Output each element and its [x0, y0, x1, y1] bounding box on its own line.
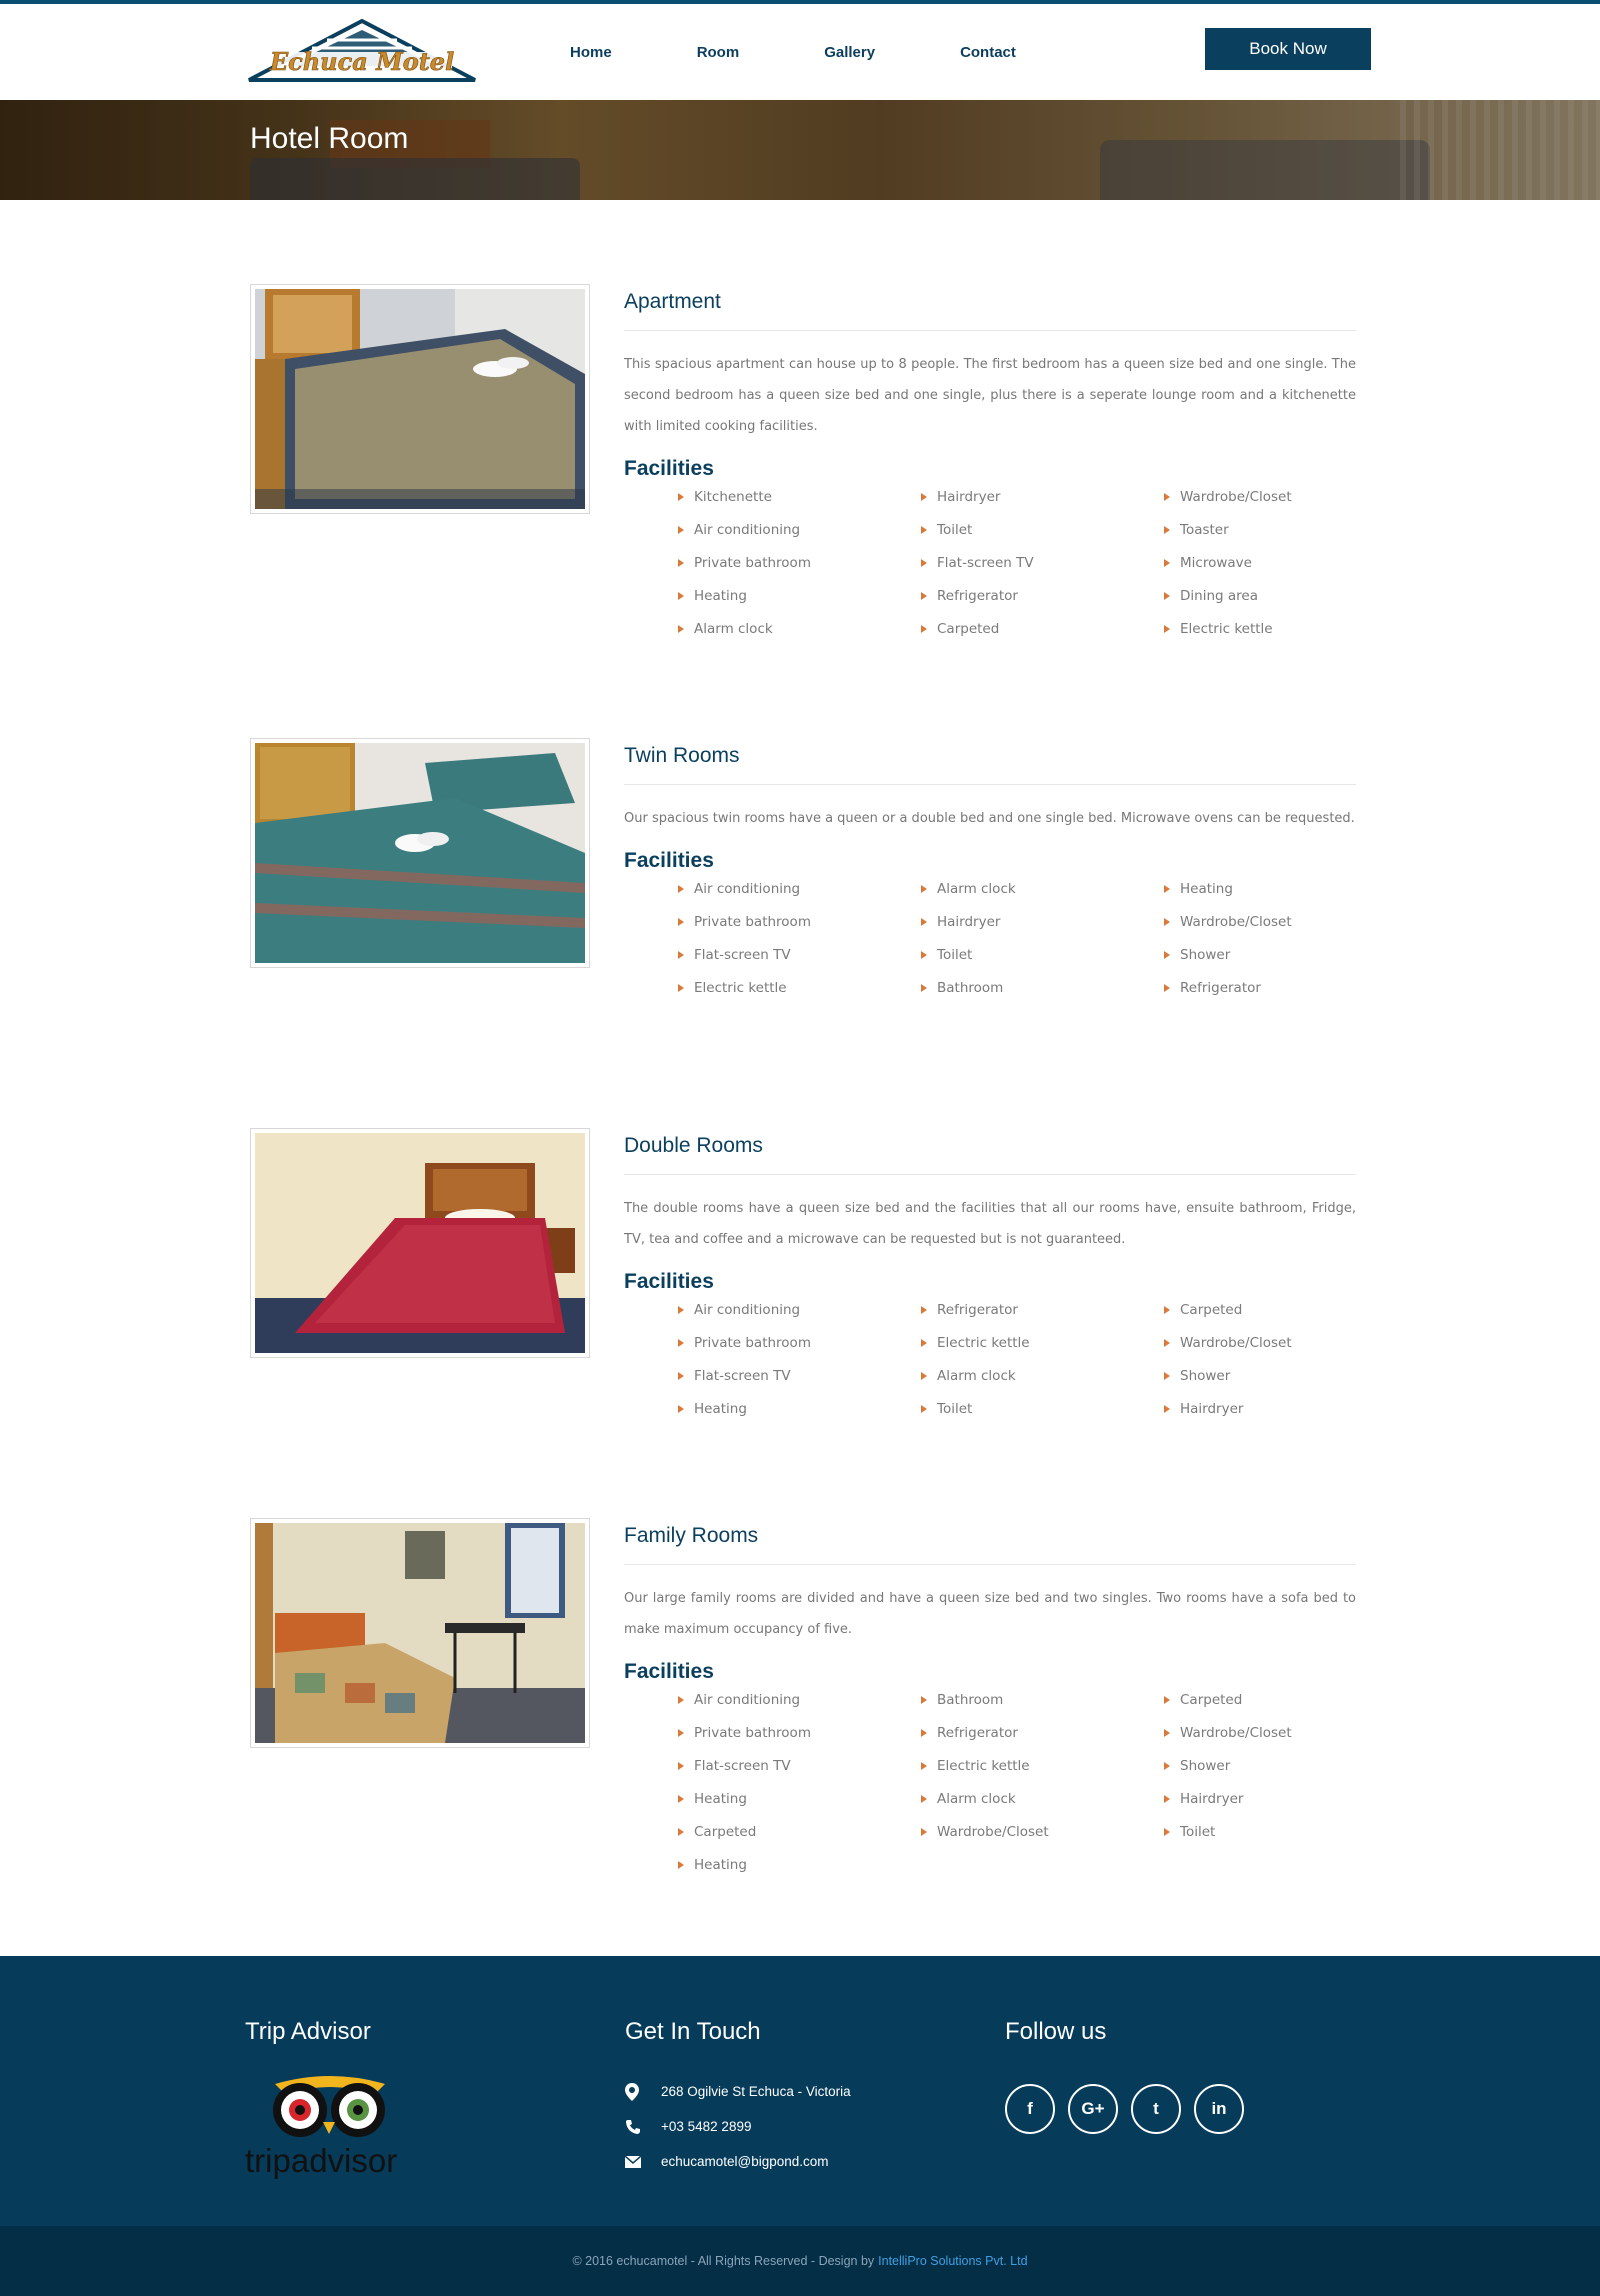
facilities-list [678, 485, 1356, 650]
facility-item: Air conditioning [678, 877, 921, 910]
facility-item: Wardrobe/Closet [1164, 485, 1364, 518]
tripadvisor-heading: Trip Advisor [245, 2018, 371, 2045]
facility-item: Toilet [921, 943, 1164, 976]
book-now-button[interactable]: Book Now [1205, 28, 1371, 70]
facility-item: Air conditioning [678, 518, 921, 551]
room-title: Double Rooms [624, 1128, 1356, 1175]
facility-item: Flat-screen TV [678, 1364, 921, 1397]
page-title: Hotel Room [250, 122, 409, 155]
facility-item: Toilet [921, 1397, 1164, 1430]
facility-item: Carpeted [1164, 1688, 1364, 1721]
facility-item: Dining area [1164, 584, 1364, 617]
room-description: Our spacious twin rooms have a queen or a double bed and one single bed. Microwave ovens can be requested. [624, 811, 1355, 826]
nav-room[interactable]: Room [696, 43, 740, 61]
envelope-icon [625, 2152, 649, 2172]
room-details [624, 738, 1356, 1009]
facility-item: Alarm clock [678, 617, 921, 650]
facility-item: Air conditioning [678, 1688, 921, 1721]
nav-contact[interactable]: Contact [960, 43, 1016, 61]
facility-item: Microwave [1164, 551, 1364, 584]
facility-item: Flat-screen TV [921, 551, 1164, 584]
facility-item: Shower [1164, 943, 1364, 976]
room-details [624, 1518, 1356, 1886]
facility-item: Hairdryer [921, 910, 1164, 943]
facilities-list [678, 1688, 1356, 1886]
facility-item: Bathroom [921, 976, 1164, 1009]
facilities-list [678, 877, 1356, 1009]
contact-address [625, 2074, 851, 2109]
facility-item: Refrigerator [921, 1721, 1164, 1754]
room-title: Twin Rooms [624, 738, 1356, 785]
facility-item: Private bathroom [678, 910, 921, 943]
facility-item: Refrigerator [921, 584, 1164, 617]
facility-item: Toaster [1164, 518, 1364, 551]
facility-item: Wardrobe/Closet [1164, 1721, 1364, 1754]
copyright-text: © 2016 echucamotel - All Rights Reserved - Design by [572, 2254, 875, 2268]
google-plus-icon[interactable]: G+ [1068, 2084, 1118, 2134]
facility-item: Alarm clock [921, 1364, 1164, 1397]
phone-icon [625, 2117, 649, 2137]
facility-item: Heating [678, 1397, 921, 1430]
rooms-list [0, 200, 1600, 1956]
site-header [0, 4, 1600, 100]
facility-item: Heating [678, 584, 921, 617]
room-title: Family Rooms [624, 1518, 1356, 1565]
facility-item: Wardrobe/Closet [1164, 1331, 1364, 1364]
contact-list [625, 2074, 851, 2179]
facilities-heading: Facilities [624, 1660, 714, 1683]
facility-item: Refrigerator [1164, 976, 1364, 1009]
facilities-heading: Facilities [624, 457, 714, 480]
room-twin [250, 738, 1356, 1128]
facility-item: Alarm clock [921, 1787, 1164, 1820]
tripadvisor-wordmark: tripadvisor [245, 2142, 398, 2179]
social-links [1005, 2084, 1257, 2134]
banner-overlay [0, 100, 1600, 200]
site-footer [0, 1956, 1600, 2226]
nav-gallery[interactable]: Gallery [824, 43, 876, 61]
twitter-icon[interactable]: t [1131, 2084, 1181, 2134]
logo-text: Echuca Motel [269, 47, 455, 76]
facility-item: Hairdryer [1164, 1397, 1364, 1430]
facility-item: Hairdryer [1164, 1787, 1364, 1820]
tripadvisor-logo[interactable] [245, 2072, 425, 2182]
facility-item: Electric kettle [1164, 617, 1364, 650]
facility-item: Wardrobe/Closet [921, 1820, 1164, 1853]
facility-item: Refrigerator [921, 1298, 1164, 1331]
facility-item: Flat-screen TV [678, 1754, 921, 1787]
facility-item: Shower [1164, 1364, 1364, 1397]
facility-item: Electric kettle [678, 976, 921, 1009]
facilities-list [678, 1298, 1356, 1430]
facility-item: Wardrobe/Closet [1164, 910, 1364, 943]
room-title: Apartment [624, 284, 1356, 331]
room-family [250, 1518, 1356, 1956]
facility-item: Carpeted [921, 617, 1164, 650]
facility-item: Toilet [921, 518, 1164, 551]
facebook-icon[interactable]: f [1005, 2084, 1055, 2134]
facility-item: Private bathroom [678, 551, 921, 584]
facility-item: Heating [678, 1853, 921, 1886]
contact-heading: Get In Touch [625, 2018, 761, 2045]
room-photo-family[interactable] [250, 1518, 590, 1748]
facility-item: Heating [1164, 877, 1364, 910]
main-nav [570, 4, 1101, 100]
email-text[interactable]: echucamotel@bigpond.com [661, 2154, 829, 2169]
room-apartment [250, 284, 1356, 738]
facility-item: Kitchenette [678, 485, 921, 518]
room-photo-apartment[interactable] [250, 284, 590, 514]
facility-item: Flat-screen TV [678, 943, 921, 976]
facilities-heading: Facilities [624, 849, 714, 872]
room-photo-twin[interactable] [250, 738, 590, 968]
facility-item: Hairdryer [921, 485, 1164, 518]
facility-item: Heating [678, 1787, 921, 1820]
facility-item: Carpeted [678, 1820, 921, 1853]
footer-tripadvisor [245, 2018, 425, 2182]
copyright-bar [0, 2226, 1600, 2296]
facility-item: Air conditioning [678, 1298, 921, 1331]
room-description: This spacious apartment can house up to 8 people. The first bedroom has a queen size bed and one single. The second bedroom has a queen size bed and one single, plus there is a seperate lounge room and a kitchenette with limited cooking facilities. [624, 357, 1356, 434]
facility-item: Electric kettle [921, 1754, 1164, 1787]
follow-heading: Follow us [1005, 2018, 1107, 2045]
room-details [624, 284, 1356, 650]
room-description: The double rooms have a queen size bed and the facilities that all our rooms have, ensuite bathroom, Fridge, TV, tea and coffee and a microwave can be requested but is not guaranteed. [624, 1201, 1356, 1247]
nav-home[interactable]: Home [570, 43, 612, 61]
designer-link[interactable]: IntelliPro Solutions Pvt. Ltd [878, 2254, 1028, 2268]
facility-item: Private bathroom [678, 1331, 921, 1364]
room-description: Our large family rooms are divided and have a queen size bed and two singles. Two rooms have a sofa bed to make maximum occupancy of five. [624, 1591, 1356, 1637]
room-double [250, 1128, 1356, 1518]
page-banner [0, 100, 1600, 200]
facility-item: Private bathroom [678, 1721, 921, 1754]
room-details [624, 1128, 1356, 1430]
address-text: 268 Ogilvie St Echuca - Victoria [661, 2084, 851, 2099]
facility-item: Electric kettle [921, 1331, 1164, 1364]
facility-item: Shower [1164, 1754, 1364, 1787]
phone-text[interactable]: +03 5482 2899 [661, 2119, 752, 2134]
contact-phone [625, 2109, 851, 2144]
footer-follow [1005, 2018, 1257, 2134]
footer-contact [625, 2018, 851, 2179]
facility-item: Toilet [1164, 1820, 1364, 1853]
linkedin-icon[interactable]: in [1194, 2084, 1244, 2134]
echuca-motel-logo[interactable] [232, 18, 492, 84]
facility-item: Alarm clock [921, 877, 1164, 910]
contact-email [625, 2144, 851, 2179]
facility-item: Bathroom [921, 1688, 1164, 1721]
room-photo-double[interactable] [250, 1128, 590, 1358]
map-pin-icon [625, 2082, 649, 2102]
facilities-heading: Facilities [624, 1270, 714, 1293]
facility-item: Carpeted [1164, 1298, 1364, 1331]
